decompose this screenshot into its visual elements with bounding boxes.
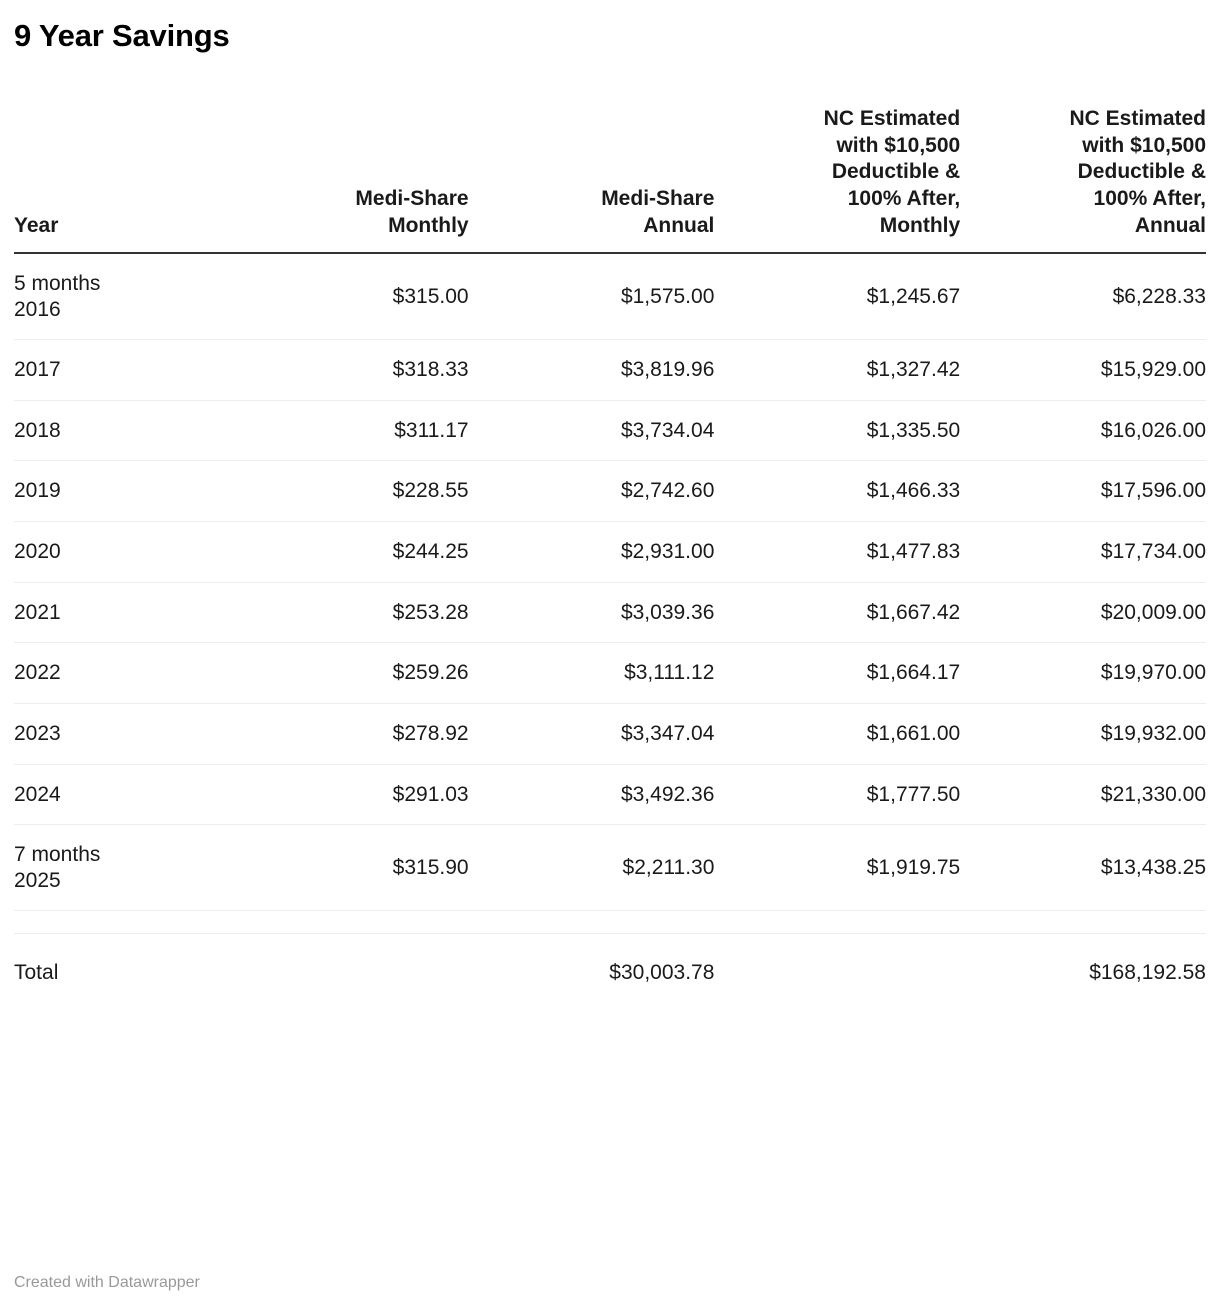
- cell-year: 2021: [14, 582, 223, 643]
- column-header-medishare-monthly: [223, 106, 469, 253]
- cell-medishare-annual: $2,211.30: [469, 825, 715, 911]
- cell-year: 2024: [14, 764, 223, 825]
- column-header-medishare-monthly-line1: Medi-Share: [355, 187, 469, 211]
- cell-nc-monthly: $1,477.83: [714, 522, 960, 583]
- datawrapper-credit: Created with Datawrapper: [14, 1274, 200, 1291]
- spacer-cell: [14, 911, 223, 934]
- cell-medishare-annual: $3,734.04: [469, 400, 715, 461]
- column-header-nc-monthly-line5: Monthly: [879, 214, 961, 238]
- cell-medishare-annual: $3,111.12: [469, 643, 715, 704]
- cell-medishare-monthly: $315.00: [223, 253, 469, 340]
- table-header-row: [14, 106, 1206, 253]
- column-header-nc-monthly-line1: NC Estimated: [823, 106, 961, 130]
- column-header-nc-annual-line1: NC Estimated: [1069, 106, 1206, 130]
- cell-nc-annual: $19,932.00: [960, 703, 1206, 764]
- column-header-medishare-annual: [469, 106, 715, 253]
- cell-nc-monthly: $1,664.17: [714, 643, 960, 704]
- cell-medishare-monthly: $318.33: [223, 340, 469, 401]
- cell-medishare-monthly: $259.26: [223, 643, 469, 704]
- cell-medishare-monthly: $291.03: [223, 764, 469, 825]
- page-title: 9 Year Savings: [14, 18, 230, 53]
- column-header-nc-monthly-line3: Deductible &: [831, 160, 961, 184]
- cell-medishare-monthly: $278.92: [223, 703, 469, 764]
- table-header: [14, 106, 1206, 253]
- cell-nc-annual: $15,929.00: [960, 340, 1206, 401]
- cell-nc-monthly: $1,466.33: [714, 461, 960, 522]
- cell-total-label: Total: [14, 961, 59, 985]
- table-row: [14, 400, 1206, 461]
- cell-medishare-annual: $1,575.00: [469, 253, 715, 340]
- cell-year: 5 months 2016: [14, 253, 223, 340]
- column-header-nc-monthly: [714, 106, 960, 253]
- cell-medishare-annual: $3,819.96: [469, 340, 715, 401]
- table-spacer-row: [14, 911, 1206, 934]
- spacer-cell: [714, 911, 960, 934]
- cell-nc-annual: $17,734.00: [960, 522, 1206, 583]
- cell-nc-monthly: $1,661.00: [714, 703, 960, 764]
- cell-medishare-annual: $2,742.60: [469, 461, 715, 522]
- cell-year: 2022: [14, 643, 223, 704]
- cell-nc-monthly: $1,335.50: [714, 400, 960, 461]
- savings-table: [14, 106, 1206, 1003]
- column-header-nc-annual-line2: with $10,500: [1082, 133, 1206, 157]
- column-header-nc-annual-line3: Deductible &: [1077, 160, 1206, 184]
- table-row: [14, 461, 1206, 522]
- table-body: [14, 253, 1206, 1003]
- cell-medishare-annual: $3,039.36: [469, 582, 715, 643]
- column-header-nc-annual: [960, 106, 1206, 253]
- cell-medishare-monthly: $315.90: [223, 825, 469, 911]
- table-row: [14, 582, 1206, 643]
- column-header-nc-monthly-line2: with $10,500: [836, 133, 961, 157]
- table-total-row: [14, 934, 1206, 1003]
- column-header-nc-annual-line4: 100% After,: [1093, 187, 1206, 211]
- cell-year: 2017: [14, 340, 223, 401]
- cell-year: 2019: [14, 461, 223, 522]
- column-header-nc-monthly-line4: 100% After,: [847, 187, 961, 211]
- cell-medishare-annual: $2,931.00: [469, 522, 715, 583]
- cell-nc-monthly: $1,919.75: [714, 825, 960, 911]
- cell-medishare-monthly: $228.55: [223, 461, 469, 522]
- cell-nc-annual: $21,330.00: [960, 764, 1206, 825]
- table-row: [14, 522, 1206, 583]
- table-row: [14, 703, 1206, 764]
- cell-year: 2018: [14, 400, 223, 461]
- cell-total-nc-monthly: [714, 934, 960, 1003]
- table-row: [14, 764, 1206, 825]
- cell-nc-annual: $13,438.25: [960, 825, 1206, 911]
- cell-year: 2023: [14, 703, 223, 764]
- cell-nc-annual: $19,970.00: [960, 643, 1206, 704]
- cell-total-nc-annual: $168,192.58: [1089, 961, 1206, 985]
- cell-nc-annual: $6,228.33: [960, 253, 1206, 340]
- table-row: [14, 825, 1206, 911]
- cell-medishare-monthly: $253.28: [223, 582, 469, 643]
- cell-medishare-monthly: $244.25: [223, 522, 469, 583]
- column-header-year-label: Year: [14, 214, 59, 238]
- column-header-nc-annual-line5: Annual: [1134, 214, 1206, 238]
- spacer-cell: [960, 911, 1206, 934]
- cell-nc-annual: $16,026.00: [960, 400, 1206, 461]
- cell-year: 7 months 2025: [14, 825, 223, 911]
- cell-nc-monthly: $1,667.42: [714, 582, 960, 643]
- cell-medishare-annual: $3,492.36: [469, 764, 715, 825]
- cell-medishare-monthly: $311.17: [223, 400, 469, 461]
- cell-total-medishare-annual: $30,003.78: [609, 961, 715, 985]
- cell-nc-annual: $17,596.00: [960, 461, 1206, 522]
- cell-nc-monthly: $1,777.50: [714, 764, 960, 825]
- cell-year: 2020: [14, 522, 223, 583]
- cell-nc-annual: $20,009.00: [960, 582, 1206, 643]
- cell-total-medishare-monthly: [223, 934, 469, 1003]
- cell-nc-monthly: $1,245.67: [714, 253, 960, 340]
- table-row: [14, 643, 1206, 704]
- spacer-cell: [469, 911, 715, 934]
- cell-nc-monthly: $1,327.42: [714, 340, 960, 401]
- table-row: [14, 253, 1206, 340]
- cell-medishare-annual: $3,347.04: [469, 703, 715, 764]
- spacer-cell: [223, 911, 469, 934]
- column-header-medishare-annual-line1: Medi-Share: [601, 187, 715, 211]
- column-header-medishare-annual-line2: Annual: [643, 214, 715, 238]
- table-row: [14, 340, 1206, 401]
- column-header-medishare-monthly-line2: Monthly: [388, 214, 469, 238]
- column-header-year: [14, 106, 223, 253]
